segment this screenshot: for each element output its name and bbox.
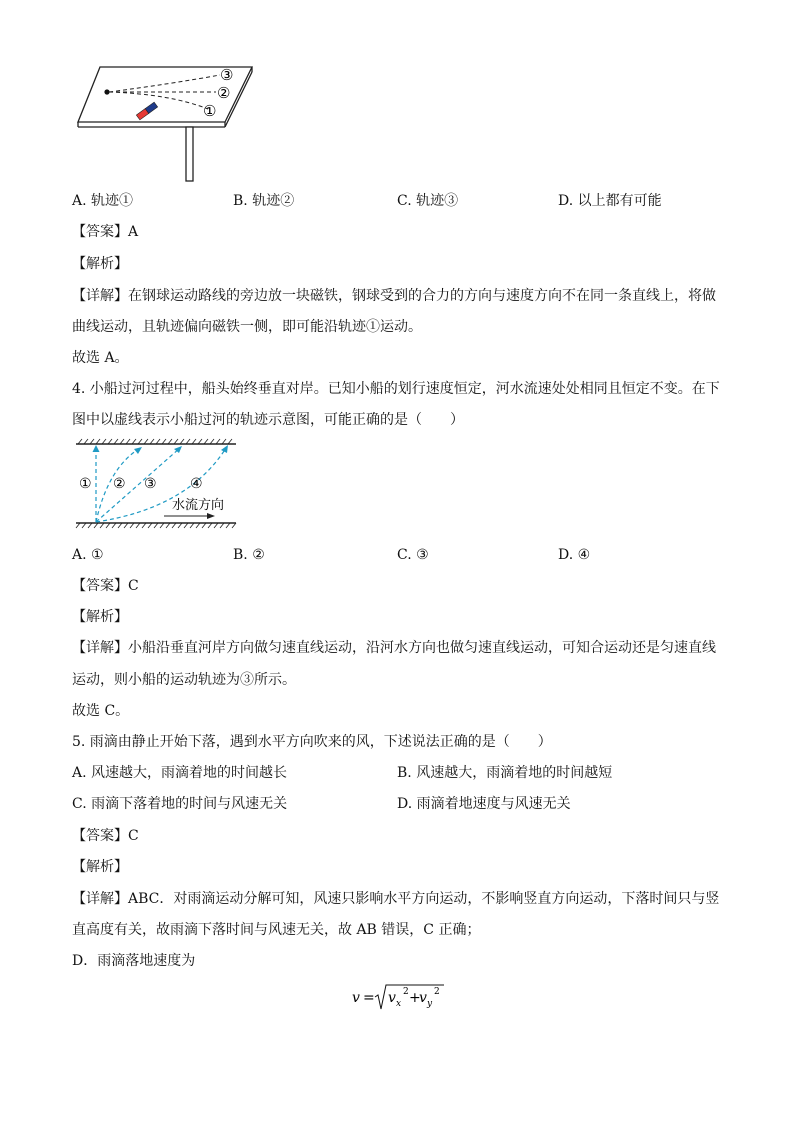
path-label-3: ③ <box>144 476 157 492</box>
option-d: D. 以上都有可能 <box>558 193 662 209</box>
option-a: A. 风速越大，雨滴着地的时间越长 <box>72 765 288 781</box>
formula-plus: + <box>409 990 421 1006</box>
conclusion-line: 故选 A。 <box>72 350 129 366</box>
question-stem: 5. 雨滴由静止开始下落，遇到水平方向吹来的风，下述说法正确的是（ ） <box>72 734 552 750</box>
option-a: A. ① <box>72 547 104 563</box>
steel-ball <box>104 89 109 94</box>
analysis-heading: 【解析】 <box>72 256 128 272</box>
label-3: ③ <box>220 66 234 84</box>
option-b: B. ② <box>233 547 265 563</box>
question-stem: 4. 小船过河过程中，船头始终垂直对岸。已知小船的划行速度恒定，河水流速处处相同且恒定不变。在下 <box>72 381 720 397</box>
detail-line: 运动，则小船的运动轨迹为③所示。 <box>72 672 296 688</box>
boat-path-3 <box>96 448 180 522</box>
analysis-heading: 【解析】 <box>72 859 128 875</box>
table-magnet-figure <box>70 60 270 190</box>
option-b: B. 风速越大，雨滴着地的时间越短 <box>397 765 613 781</box>
flow-arrowhead <box>207 513 215 519</box>
label-1: ① <box>203 102 217 120</box>
label-2: ② <box>217 84 231 102</box>
analysis-heading: 【解析】 <box>72 609 128 625</box>
path-label-1: ① <box>79 476 92 492</box>
option-a: A. 轨迹① <box>72 193 134 209</box>
detail-line: 【详解】ABC．对雨滴运动分解可知，风速只影响水平方向运动，不影响竖直方向运动，下落时间只与竖 <box>72 891 720 907</box>
option-c: C. 雨滴下落着地的时间与风速无关 <box>72 796 288 812</box>
formula-vx-sub: x <box>396 999 402 1009</box>
answer-line: 【答案】C <box>72 578 139 594</box>
answer-line: 【答案】C <box>72 828 139 844</box>
formula-v: v <box>352 990 360 1006</box>
formula-vx-pow: 2 <box>403 987 409 997</box>
formula-vy-sub: y <box>427 999 433 1009</box>
river-crossing-figure <box>70 438 245 533</box>
flow-direction-label: 水流方向 <box>172 498 225 513</box>
detail-line: 【详解】在钢球运动路线的旁边放一块磁铁，钢球受到的合力的方向与速度方向不在同一条直线上，将做 <box>72 288 716 304</box>
option-c: C. 轨迹③ <box>397 193 459 209</box>
option-c: C. ③ <box>397 547 429 563</box>
detail-line: 直高度有关，故雨滴下落时间与风速无关，故 AB 错误，C 正确； <box>72 922 481 938</box>
conclusion-line: 故选 C。 <box>72 703 130 719</box>
question-stem: 图中以虚线表示小船过河的轨迹示意图，可能正确的是（ ） <box>72 412 464 428</box>
path-label-4: ④ <box>190 476 203 492</box>
formula-vx: v <box>388 990 396 1006</box>
formula-vy-pow: 2 <box>434 987 440 997</box>
path-label-2: ② <box>113 476 126 492</box>
table-leg <box>186 127 193 181</box>
velocity-formula <box>350 982 450 1016</box>
option-d: D. 雨滴着地速度与风速无关 <box>397 796 571 812</box>
detail-line: 【详解】小船沿垂直河岸方向做匀速直线运动，沿河水方向也做匀速直线运动，可知合运动还是匀速直线 <box>72 640 716 656</box>
option-b: B. 轨迹② <box>233 193 295 209</box>
formula-equals: = <box>363 990 375 1006</box>
detail-line: 曲线运动，且轨迹偏向磁铁一侧，即可能沿轨迹①运动。 <box>72 319 422 335</box>
answer-line: 【答案】A <box>72 224 139 240</box>
detail-line: D．雨滴落地速度为 <box>72 953 196 969</box>
formula-vy: v <box>419 990 427 1006</box>
option-d: D. ④ <box>558 547 591 563</box>
